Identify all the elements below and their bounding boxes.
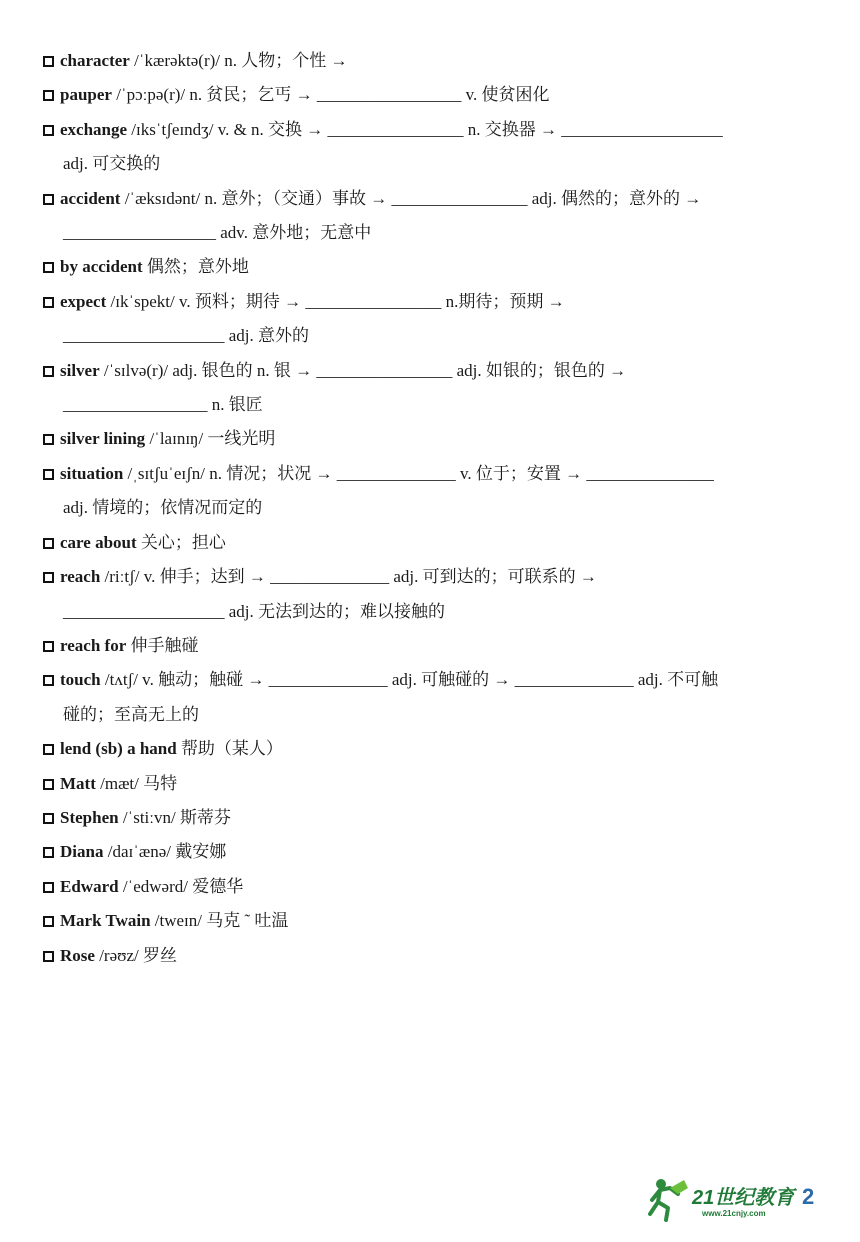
checkbox-icon[interactable] (43, 744, 54, 755)
vocab-definition: /ˈedwərd/ 爱德华 (118, 876, 244, 896)
vocab-entry-continuation (43, 319, 833, 353)
vocab-definition: /ˈsɪlvə(r)/ adj. 银色的 n. 银 → ________________ adj. 如银的；银色的 → (99, 360, 627, 380)
checkbox-icon[interactable] (43, 297, 54, 308)
checkbox-icon[interactable] (43, 641, 54, 652)
checkbox-icon[interactable] (43, 916, 54, 927)
vocab-definition: ___________________ adj. 无法到达的；难以接触的 (63, 601, 446, 621)
vocab-definition: 碰的；至高无上的 (63, 704, 199, 724)
checkbox-icon[interactable] (43, 538, 54, 549)
checkbox-icon[interactable] (43, 434, 54, 445)
publisher-logo (644, 1172, 800, 1224)
checkbox-icon[interactable] (43, 847, 54, 858)
vocab-entry (43, 78, 833, 112)
vocab-word: character (60, 51, 130, 70)
vocab-word: Edward (60, 876, 119, 896)
vocab-definition: /tweɪn/ 马克 ˜ 吐温 (150, 911, 289, 931)
vocab-definition: /riːtʃ/ v. 伸手；达到 → ______________ adj. 可到达的；可联系的 → (100, 567, 597, 587)
vocab-definition: 偶然；意外地 (142, 257, 249, 277)
vocab-word: Mark Twain (60, 911, 151, 931)
vocab-entry (43, 939, 833, 973)
vocab-entry-continuation (43, 595, 833, 629)
runner-icon (650, 1179, 688, 1220)
vocab-entry (43, 732, 833, 766)
vocab-word: Stephen (60, 807, 119, 827)
vocab-entry-continuation (43, 491, 833, 525)
logo-sub-text: www.21cnjy.com (702, 1209, 766, 1218)
checkbox-icon[interactable] (43, 56, 54, 67)
vocab-word: Rose (60, 945, 95, 965)
vocab-word: silver (60, 360, 100, 380)
vocab-definition: /ˈstiːvn/ 斯蒂芬 (118, 807, 231, 827)
logo-main-text: 21世纪教育 (692, 1187, 795, 1209)
vocab-word: pauper (60, 85, 112, 105)
vocab-word: touch (60, 670, 101, 690)
vocab-entry (43, 113, 833, 147)
vocab-definition: /daɪˈænə/ 戴安娜 (103, 842, 227, 862)
checkbox-icon[interactable] (43, 813, 54, 824)
vocab-entry (43, 663, 833, 697)
vocab-definition: __________________ adv. 意外地；无意中 (63, 223, 372, 243)
vocab-word: situation (60, 463, 124, 483)
vocab-entry (43, 870, 833, 904)
vocab-definition: /mæt/ 马特 (95, 773, 178, 793)
vocab-word: care about (60, 532, 137, 552)
vocab-definition: /ˌsɪtʃuˈeɪʃn/ n. 情况；状况 → ______________ v. 位于；安置 → _______________ (123, 463, 714, 483)
vocab-entry (43, 560, 833, 594)
vocab-word: expect (60, 291, 107, 311)
vocab-entry (43, 629, 833, 663)
vocab-definition: /tʌtʃ/ v. 触动；触碰 → ______________ adj. 可触碰的 → ______________ adj. 不可触 (100, 670, 719, 690)
checkbox-icon[interactable] (43, 779, 54, 790)
vocab-word: accident (60, 188, 121, 208)
vocab-definition: /ɪksˈtʃeɪndʒ/ v. & n. 交换 → ________________ n. 交换器 → ___________________ (127, 119, 723, 139)
checkbox-icon[interactable] (43, 90, 54, 101)
checkbox-icon[interactable] (43, 469, 54, 480)
vocab-entry (43, 904, 833, 938)
vocab-definition: _________________ n. 银匠 (63, 395, 263, 415)
vocab-word: Matt (60, 773, 96, 793)
vocab-word: by accident (60, 257, 143, 277)
vocab-definition: /ˈlaɪnɪŋ/ 一线光明 (145, 429, 276, 449)
vocab-definition: /ˈkærəktə(r)/ n. 人物；个性 → (129, 51, 348, 70)
vocab-entry (43, 801, 833, 835)
checkbox-icon[interactable] (43, 262, 54, 273)
vocab-word: reach for (60, 635, 127, 655)
vocab-word: exchange (60, 119, 128, 139)
checkbox-icon[interactable] (43, 572, 54, 583)
vocab-definition: 帮助（某人） (176, 739, 283, 759)
vocab-entry-continuation (43, 698, 833, 732)
vocab-entry (43, 354, 833, 388)
vocab-entry (43, 767, 833, 801)
vocab-entry-continuation (43, 216, 833, 250)
checkbox-icon[interactable] (43, 675, 54, 686)
vocab-definition: 伸手触碰 (126, 635, 199, 655)
vocab-entry (43, 526, 833, 560)
vocab-definition: adj. 可交换的 (63, 154, 161, 174)
vocab-definition: 关心；担心 (136, 532, 226, 552)
page-number: 2 (802, 1184, 815, 1209)
vocab-definition: /ˈpɔːpə(r)/ n. 贫民；乞丐 → _________________ v. 使贫困化 (111, 85, 550, 105)
vocab-definition: ___________________ adj. 意外的 (63, 326, 310, 346)
vocab-entry (43, 44, 833, 78)
vocab-word: Diana (60, 842, 104, 862)
vocab-definition: /ˈæksɪdənt/ n. 意外；（交通）事故 → ________________ adj. 偶然的；意外的 → (120, 188, 702, 208)
checkbox-icon[interactable] (43, 366, 54, 377)
vocab-word: lend (sb) a hand (60, 739, 177, 759)
vocab-entry (43, 422, 833, 456)
vocab-entry (43, 182, 833, 216)
vocab-entry (43, 457, 833, 491)
vocab-entry-continuation (43, 147, 833, 181)
vocab-entry (43, 835, 833, 869)
vocab-definition: /ɪkˈspekt/ v. 预料；期待 → ________________ n.期待；预期 → (106, 291, 565, 311)
checkbox-icon[interactable] (43, 882, 54, 893)
vocab-entry (43, 250, 833, 284)
checkbox-icon[interactable] (43, 951, 54, 962)
checkbox-icon[interactable] (43, 125, 54, 136)
vocab-definition: adj. 情境的；依情况而定的 (63, 498, 263, 518)
vocab-definition: /rəʊz/ 罗丝 (94, 945, 177, 965)
checkbox-icon[interactable] (43, 194, 54, 205)
vocab-entry (43, 285, 833, 319)
vocab-entry-continuation (43, 388, 833, 422)
vocabulary-list (43, 44, 833, 973)
vocab-word: silver lining (60, 429, 146, 449)
vocab-word: reach (60, 567, 101, 587)
